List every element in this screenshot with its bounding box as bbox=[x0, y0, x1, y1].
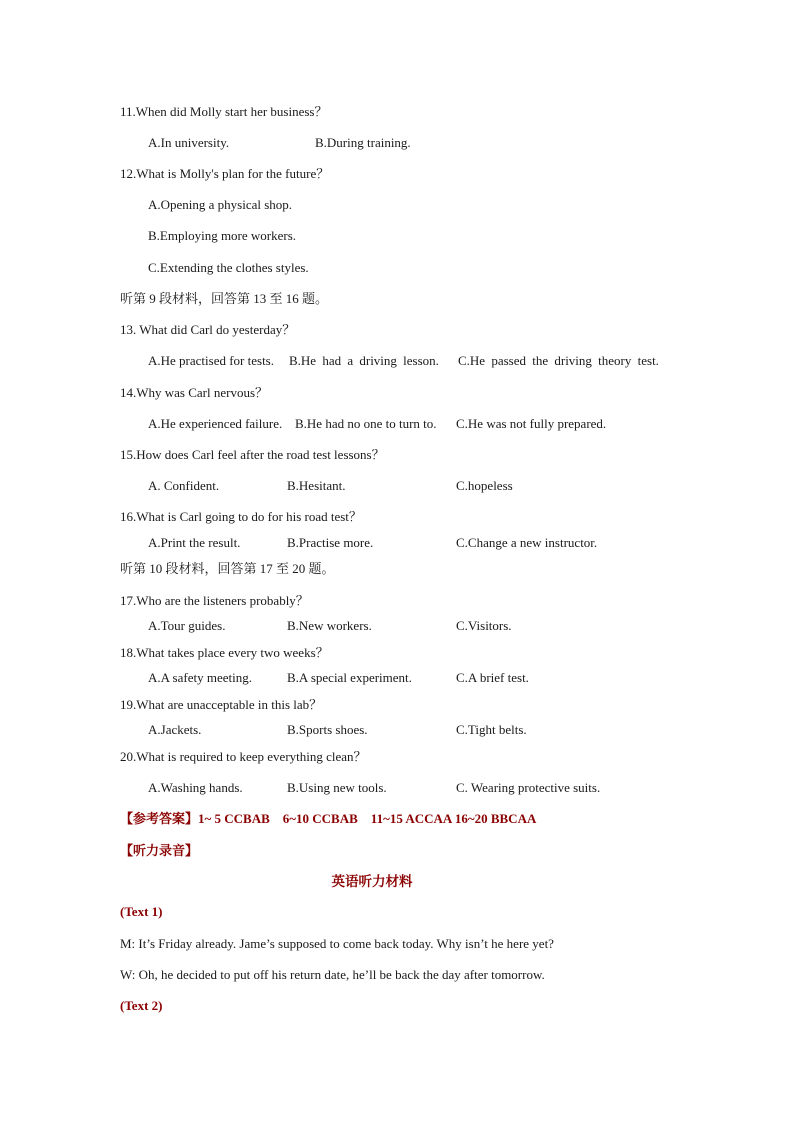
q12-option-a: A.Opening a physical shop. bbox=[148, 197, 293, 212]
q11-option-a: A.In university. bbox=[148, 135, 230, 150]
q18-question: 18.What takes place every two weeks？ bbox=[120, 645, 329, 660]
q17-option-b: B.New workers. bbox=[287, 618, 372, 633]
q15-question: 15.How does Carl feel after the road test lessons？ bbox=[120, 447, 385, 462]
q16-question: 16.What is Carl going to do for his road test？ bbox=[120, 509, 362, 524]
section-9-instruction: 听第 9 段材料，回答第 13 至 16 题。 bbox=[120, 291, 329, 306]
material-title: 英语听力材料 bbox=[331, 874, 413, 889]
q15-option-c: C.hopeless bbox=[456, 478, 513, 493]
recording-heading: 【听力录音】 bbox=[120, 843, 199, 858]
q18-option-c: C.A brief test. bbox=[456, 670, 529, 685]
q13-option-b: B.He had a driving lesson. bbox=[289, 353, 439, 368]
q19-option-a: A.Jackets. bbox=[148, 722, 202, 737]
text-1-line-man: M: It’s Friday already. Jame’s supposed to come back today. Why isn’t he here yet? bbox=[120, 936, 554, 951]
q16-option-b: B.Practise more. bbox=[287, 535, 374, 550]
q11-option-b: B.During training. bbox=[315, 135, 411, 150]
q18-option-a: A.A safety meeting. bbox=[148, 670, 252, 685]
q16-option-c: C.Change a new instructor. bbox=[456, 535, 598, 550]
q17-question: 17.Who are the listeners probably？ bbox=[120, 593, 309, 608]
q15-option-b: B.Hesitant. bbox=[287, 478, 346, 493]
q17-option-c: C.Visitors. bbox=[456, 618, 512, 633]
q19-question: 19.What are unacceptable in this lab？ bbox=[120, 697, 323, 712]
q13-option-a: A.He practised for tests. bbox=[148, 353, 274, 368]
q12-question: 12.What is Molly's plan for the future？ bbox=[120, 166, 330, 181]
q11-question: 11.When did Molly start her business？ bbox=[120, 104, 328, 119]
q13-option-c: C.He passed the driving theory test. bbox=[458, 353, 659, 368]
q15-option-a: A. Confident. bbox=[148, 478, 220, 493]
q12-option-b: B.Employing more workers. bbox=[148, 228, 297, 243]
q19-option-c: C.Tight belts. bbox=[456, 722, 527, 737]
q16-option-a: A.Print the result. bbox=[148, 535, 241, 550]
q20-option-b: B.Using new tools. bbox=[287, 780, 387, 795]
q14-question: 14.Why was Carl nervous？ bbox=[120, 385, 269, 400]
q20-option-c: C. Wearing protective suits. bbox=[456, 780, 601, 795]
q14-option-b: B.He had no one to turn to. bbox=[295, 416, 437, 431]
q14-option-a: A.He experienced failure. bbox=[148, 416, 283, 431]
q17-option-a: A.Tour guides. bbox=[148, 618, 226, 633]
text-1-label: (Text 1) bbox=[120, 904, 163, 919]
q19-option-b: B.Sports shoes. bbox=[287, 722, 368, 737]
q13-question: 13. What did Carl do yesterday？ bbox=[120, 322, 296, 337]
text-2-label: (Text 2) bbox=[120, 998, 163, 1013]
text-1-line-woman: W: Oh, he decided to put off his return date, he’ll be back the day after tomorrow. bbox=[120, 967, 545, 982]
section-10-instruction: 听第 10 段材料，回答第 17 至 20 题。 bbox=[120, 561, 335, 576]
q20-question: 20.What is required to keep everything clean？ bbox=[120, 749, 367, 764]
q12-option-c: C.Extending the clothes styles. bbox=[148, 260, 309, 275]
q20-option-a: A.Washing hands. bbox=[148, 780, 243, 795]
answer-key: 【参考答案】1~ 5 CCBAB 6~10 CCBAB 11~15 ACCAA 16~20 BBCAA bbox=[120, 811, 537, 826]
q18-option-b: B.A special experiment. bbox=[287, 670, 412, 685]
q14-option-c: C.He was not fully prepared. bbox=[456, 416, 607, 431]
